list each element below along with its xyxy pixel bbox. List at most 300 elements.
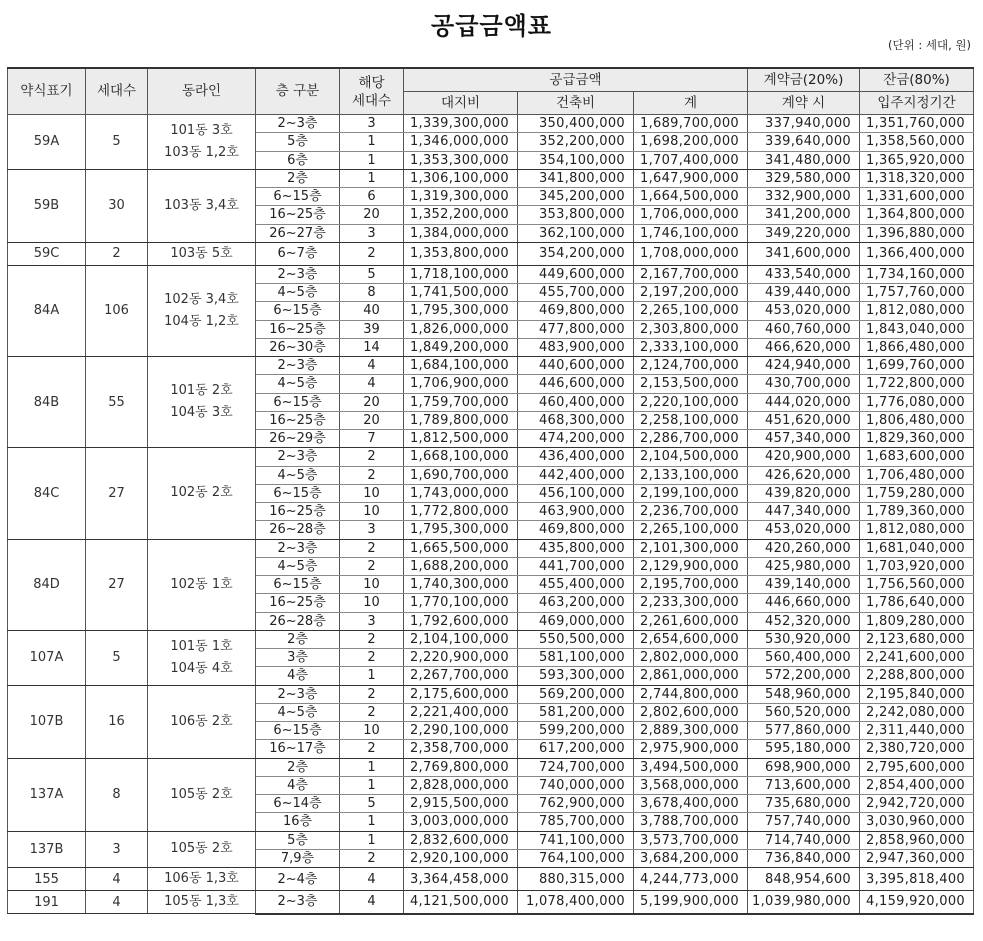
contract-cell: 757,740,000	[748, 813, 860, 831]
units-cell: 20	[340, 393, 404, 411]
building-line-text: 104동 3호	[170, 405, 233, 421]
total-cell: 1,664,500,000	[634, 188, 748, 206]
balance-cell: 1,866,480,000	[860, 338, 974, 356]
floor-cell: 26~28층	[256, 612, 340, 630]
building-line-text: 105동 2호	[170, 786, 233, 802]
floor-cell: 6~7층	[256, 242, 340, 265]
type-cell: 191	[8, 891, 86, 914]
total-cell: 1,647,900,000	[634, 169, 748, 187]
households-cell: 4	[86, 891, 148, 914]
land-cost-cell: 1,826,000,000	[404, 320, 518, 338]
land-cost-cell: 1,789,800,000	[404, 411, 518, 429]
header-building: 건축비	[518, 92, 634, 115]
contract-cell: 425,980,000	[748, 557, 860, 575]
balance-cell: 1,365,920,000	[860, 151, 974, 169]
land-cost-cell: 1,384,000,000	[404, 224, 518, 242]
total-cell: 2,197,200,000	[634, 284, 748, 302]
building-cost-cell: 469,800,000	[518, 302, 634, 320]
contract-cell: 452,320,000	[748, 612, 860, 630]
total-cell: 3,788,700,000	[634, 813, 748, 831]
balance-cell: 3,395,818,400	[860, 868, 974, 891]
table-row	[8, 448, 974, 466]
header-contract: 계약금(20%)	[748, 68, 860, 92]
units-cell: 2	[340, 242, 404, 265]
building-cost-cell: 354,200,000	[518, 242, 634, 265]
header-building-line: 동라인	[148, 68, 256, 115]
floor-cell: 16~25층	[256, 206, 340, 224]
contract-cell: 560,520,000	[748, 703, 860, 721]
contract-cell: 736,840,000	[748, 849, 860, 867]
contract-cell: 451,620,000	[748, 411, 860, 429]
land-cost-cell: 1,353,300,000	[404, 151, 518, 169]
land-cost-cell: 2,828,000,000	[404, 776, 518, 794]
building-cost-cell: 435,800,000	[518, 539, 634, 557]
units-cell: 10	[340, 503, 404, 521]
header-supply-amount: 공급금액	[404, 68, 748, 92]
floor-cell: 5층	[256, 831, 340, 849]
floor-cell: 2~3층	[256, 891, 340, 914]
building-cost-cell: 463,900,000	[518, 503, 634, 521]
total-cell: 2,286,700,000	[634, 430, 748, 448]
table-row	[8, 242, 974, 265]
units-cell: 20	[340, 206, 404, 224]
balance-cell: 1,757,760,000	[860, 284, 974, 302]
total-cell: 1,689,700,000	[634, 115, 748, 133]
total-cell: 2,195,700,000	[634, 576, 748, 594]
units-cell: 4	[340, 868, 404, 891]
households-cell: 8	[86, 758, 148, 831]
building-cost-cell: 469,000,000	[518, 612, 634, 630]
households-cell: 5	[86, 630, 148, 685]
building-cost-cell: 740,000,000	[518, 776, 634, 794]
units-cell: 2	[340, 630, 404, 648]
households-cell: 2	[86, 242, 148, 265]
balance-cell: 1,829,360,000	[860, 430, 974, 448]
contract-cell: 848,954,600	[748, 868, 860, 891]
contract-cell: 447,340,000	[748, 503, 860, 521]
building-line-text: 102동 1호	[170, 576, 233, 592]
building-cost-cell: 599,200,000	[518, 722, 634, 740]
floor-cell: 6~15층	[256, 484, 340, 502]
units-cell: 1	[340, 813, 404, 831]
balance-cell: 2,123,680,000	[860, 630, 974, 648]
floor-cell: 4~5층	[256, 557, 340, 575]
units-cell: 3	[340, 224, 404, 242]
units-cell: 6	[340, 188, 404, 206]
floor-cell: 6~15층	[256, 302, 340, 320]
balance-cell: 1,331,600,000	[860, 188, 974, 206]
floor-cell: 16~25층	[256, 411, 340, 429]
land-cost-cell: 1,718,100,000	[404, 265, 518, 283]
building-line-text: 103동 5호	[170, 245, 233, 261]
land-cost-cell: 1,792,600,000	[404, 612, 518, 630]
building-line-cell	[148, 539, 256, 630]
units-cell: 1	[340, 151, 404, 169]
balance-cell: 1,681,040,000	[860, 539, 974, 557]
balance-cell: 1,364,800,000	[860, 206, 974, 224]
type-cell: 59C	[8, 242, 86, 265]
contract-cell: 713,600,000	[748, 776, 860, 794]
floor-cell: 2~3층	[256, 357, 340, 375]
table-row	[8, 265, 974, 283]
building-line-text: 106동 2호	[170, 713, 233, 729]
type-cell: 84B	[8, 357, 86, 448]
balance-cell: 1,734,160,000	[860, 265, 974, 283]
building-cost-cell: 550,500,000	[518, 630, 634, 648]
land-cost-cell: 1,741,500,000	[404, 284, 518, 302]
units-cell: 1	[340, 776, 404, 794]
balance-cell: 1,703,920,000	[860, 557, 974, 575]
balance-cell: 2,854,400,000	[860, 776, 974, 794]
units-cell: 2	[340, 703, 404, 721]
households-cell: 5	[86, 115, 148, 170]
building-cost-cell: 446,600,000	[518, 375, 634, 393]
units-cell: 2	[340, 557, 404, 575]
header-balance-sub: 입주지정기간	[860, 92, 974, 115]
header-households: 세대수	[86, 68, 148, 115]
contract-cell: 735,680,000	[748, 795, 860, 813]
building-line-text: 101동 2호	[170, 383, 233, 399]
balance-cell: 3,030,960,000	[860, 813, 974, 831]
units-cell: 2	[340, 448, 404, 466]
building-line-text: 105동 2호	[170, 841, 233, 857]
type-cell: 59A	[8, 115, 86, 170]
floor-cell: 2층	[256, 758, 340, 776]
land-cost-cell: 1,665,500,000	[404, 539, 518, 557]
total-cell: 2,236,700,000	[634, 503, 748, 521]
land-cost-cell: 2,832,600,000	[404, 831, 518, 849]
land-cost-cell: 1,772,800,000	[404, 503, 518, 521]
building-line-text: 101동 1호	[170, 638, 233, 654]
land-cost-cell: 1,319,300,000	[404, 188, 518, 206]
land-cost-cell: 1,306,100,000	[404, 169, 518, 187]
total-cell: 1,707,400,000	[634, 151, 748, 169]
units-cell: 20	[340, 411, 404, 429]
total-cell: 2,802,600,000	[634, 703, 748, 721]
floor-cell: 7,9층	[256, 849, 340, 867]
units-cell: 8	[340, 284, 404, 302]
floor-cell: 2층	[256, 169, 340, 187]
households-cell: 4	[86, 868, 148, 891]
balance-cell: 1,683,600,000	[860, 448, 974, 466]
land-cost-cell: 1,759,700,000	[404, 393, 518, 411]
floor-cell: 5층	[256, 133, 340, 151]
households-cell: 16	[86, 685, 148, 758]
building-cost-cell: 350,400,000	[518, 115, 634, 133]
total-cell: 2,133,100,000	[634, 466, 748, 484]
total-cell: 2,303,800,000	[634, 320, 748, 338]
building-line-cell	[148, 265, 256, 356]
units-cell: 4	[340, 375, 404, 393]
floor-cell: 4층	[256, 667, 340, 685]
header-units	[340, 68, 404, 115]
header-type: 약식표기	[8, 68, 86, 115]
building-line-text: 104동 4호	[170, 660, 233, 676]
contract-cell: 426,620,000	[748, 466, 860, 484]
building-cost-cell: 880,315,000	[518, 868, 634, 891]
balance-cell: 1,722,800,000	[860, 375, 974, 393]
balance-cell: 2,242,080,000	[860, 703, 974, 721]
building-cost-cell: 456,100,000	[518, 484, 634, 502]
contract-cell: 572,200,000	[748, 667, 860, 685]
floor-cell: 16~25층	[256, 503, 340, 521]
floor-cell: 2~3층	[256, 448, 340, 466]
contract-cell: 453,020,000	[748, 302, 860, 320]
contract-cell: 433,540,000	[748, 265, 860, 283]
floor-cell: 2~3층	[256, 539, 340, 557]
table-row	[8, 685, 974, 703]
building-cost-cell: 442,400,000	[518, 466, 634, 484]
balance-cell: 1,366,400,000	[860, 242, 974, 265]
land-cost-cell: 1,353,800,000	[404, 242, 518, 265]
floor-cell: 6~15층	[256, 393, 340, 411]
land-cost-cell: 1,684,100,000	[404, 357, 518, 375]
building-cost-cell: 724,700,000	[518, 758, 634, 776]
contract-cell: 446,660,000	[748, 594, 860, 612]
balance-cell: 1,699,760,000	[860, 357, 974, 375]
floor-cell: 4~5층	[256, 703, 340, 721]
units-cell: 10	[340, 484, 404, 502]
floor-cell: 2~3층	[256, 685, 340, 703]
balance-cell: 1,809,280,000	[860, 612, 974, 630]
contract-cell: 466,620,000	[748, 338, 860, 356]
units-cell: 2	[340, 740, 404, 758]
land-cost-cell: 1,352,200,000	[404, 206, 518, 224]
units-cell: 3	[340, 521, 404, 539]
contract-cell: 560,400,000	[748, 649, 860, 667]
total-cell: 2,199,100,000	[634, 484, 748, 502]
total-cell: 2,220,100,000	[634, 393, 748, 411]
total-cell: 2,744,800,000	[634, 685, 748, 703]
building-cost-cell: 569,200,000	[518, 685, 634, 703]
header-units-line2: 세대수	[351, 92, 392, 109]
table-row	[8, 868, 974, 891]
total-cell: 1,698,200,000	[634, 133, 748, 151]
land-cost-cell: 1,770,100,000	[404, 594, 518, 612]
balance-cell: 1,812,080,000	[860, 521, 974, 539]
total-cell: 2,861,000,000	[634, 667, 748, 685]
contract-cell: 420,900,000	[748, 448, 860, 466]
floor-cell: 26~28층	[256, 521, 340, 539]
balance-cell: 1,806,480,000	[860, 411, 974, 429]
building-line-cell	[148, 868, 256, 891]
total-cell: 2,333,100,000	[634, 338, 748, 356]
balance-cell: 1,789,360,000	[860, 503, 974, 521]
building-cost-cell: 436,400,000	[518, 448, 634, 466]
units-cell: 3	[340, 612, 404, 630]
balance-cell: 2,195,840,000	[860, 685, 974, 703]
building-line-text: 101동 3호	[170, 122, 233, 138]
total-cell: 1,708,000,000	[634, 242, 748, 265]
floor-cell: 16층	[256, 813, 340, 831]
balance-cell: 1,706,480,000	[860, 466, 974, 484]
units-cell: 1	[340, 831, 404, 849]
units-cell: 2	[340, 539, 404, 557]
land-cost-cell: 2,358,700,000	[404, 740, 518, 758]
total-cell: 4,244,773,000	[634, 868, 748, 891]
land-cost-cell: 1,339,300,000	[404, 115, 518, 133]
units-cell: 5	[340, 265, 404, 283]
balance-cell: 1,351,760,000	[860, 115, 974, 133]
building-cost-cell: 455,400,000	[518, 576, 634, 594]
building-line-cell	[148, 831, 256, 868]
land-cost-cell: 3,364,458,000	[404, 868, 518, 891]
land-cost-cell: 1,812,500,000	[404, 430, 518, 448]
building-cost-cell: 352,200,000	[518, 133, 634, 151]
floor-cell: 6~15층	[256, 576, 340, 594]
contract-cell: 548,960,000	[748, 685, 860, 703]
balance-cell: 1,756,560,000	[860, 576, 974, 594]
building-cost-cell: 449,600,000	[518, 265, 634, 283]
building-line-cell	[148, 115, 256, 170]
building-line-text: 102동 3,4호	[164, 291, 239, 307]
units-cell: 1	[340, 667, 404, 685]
land-cost-cell: 2,175,600,000	[404, 685, 518, 703]
land-cost-cell: 2,220,900,000	[404, 649, 518, 667]
units-cell: 1	[340, 133, 404, 151]
land-cost-cell: 2,267,700,000	[404, 667, 518, 685]
contract-cell: 341,480,000	[748, 151, 860, 169]
total-cell: 2,124,700,000	[634, 357, 748, 375]
contract-cell: 332,900,000	[748, 188, 860, 206]
type-cell: 155	[8, 868, 86, 891]
table-row	[8, 357, 974, 375]
total-cell: 2,101,300,000	[634, 539, 748, 557]
total-cell: 2,258,100,000	[634, 411, 748, 429]
land-cost-cell: 2,104,100,000	[404, 630, 518, 648]
building-cost-cell: 581,100,000	[518, 649, 634, 667]
floor-cell: 26~29층	[256, 430, 340, 448]
building-cost-cell: 455,700,000	[518, 284, 634, 302]
building-line-text: 104동 1,2호	[164, 313, 239, 329]
contract-cell: 424,940,000	[748, 357, 860, 375]
type-cell: 137A	[8, 758, 86, 831]
contract-cell: 457,340,000	[748, 430, 860, 448]
table-row	[8, 630, 974, 648]
balance-cell: 1,358,560,000	[860, 133, 974, 151]
building-line-cell	[148, 448, 256, 539]
contract-cell: 439,440,000	[748, 284, 860, 302]
contract-cell: 439,820,000	[748, 484, 860, 502]
floor-cell: 6~14층	[256, 795, 340, 813]
header-total: 계	[634, 92, 748, 115]
contract-cell: 1,039,980,000	[748, 891, 860, 914]
balance-cell: 1,843,040,000	[860, 320, 974, 338]
land-cost-cell: 2,290,100,000	[404, 722, 518, 740]
page-title: 공급금액표	[431, 12, 552, 40]
units-cell: 10	[340, 722, 404, 740]
floor-cell: 26~27층	[256, 224, 340, 242]
building-cost-cell: 362,100,000	[518, 224, 634, 242]
land-cost-cell: 4,121,500,000	[404, 891, 518, 914]
header-floor: 층 구분	[256, 68, 340, 115]
land-cost-cell: 1,743,000,000	[404, 484, 518, 502]
building-line-cell	[148, 242, 256, 265]
contract-cell: 341,200,000	[748, 206, 860, 224]
header-contract-sub: 계약 시	[748, 92, 860, 115]
total-cell: 2,889,300,000	[634, 722, 748, 740]
balance-cell: 2,380,720,000	[860, 740, 974, 758]
land-cost-cell: 1,795,300,000	[404, 521, 518, 539]
land-cost-cell: 2,769,800,000	[404, 758, 518, 776]
contract-cell: 714,740,000	[748, 831, 860, 849]
building-cost-cell: 764,100,000	[518, 849, 634, 867]
contract-cell: 339,640,000	[748, 133, 860, 151]
balance-cell: 2,858,960,000	[860, 831, 974, 849]
total-cell: 2,167,700,000	[634, 265, 748, 283]
balance-cell: 1,396,880,000	[860, 224, 974, 242]
balance-cell: 2,311,440,000	[860, 722, 974, 740]
units-cell: 2	[340, 466, 404, 484]
building-cost-cell: 617,200,000	[518, 740, 634, 758]
land-cost-cell: 2,920,100,000	[404, 849, 518, 867]
households-cell: 55	[86, 357, 148, 448]
units-cell: 7	[340, 430, 404, 448]
floor-cell: 4~5층	[256, 466, 340, 484]
type-cell: 84D	[8, 539, 86, 630]
balance-cell: 2,942,720,000	[860, 795, 974, 813]
building-line-text: 103동 3,4호	[164, 197, 239, 213]
land-cost-cell: 1,706,900,000	[404, 375, 518, 393]
units-cell: 10	[340, 576, 404, 594]
floor-cell: 3층	[256, 649, 340, 667]
building-line-text: 103동 1,2호	[164, 144, 239, 160]
contract-cell: 530,920,000	[748, 630, 860, 648]
header-units-line1: 해당	[358, 74, 385, 91]
floor-cell: 2~4층	[256, 868, 340, 891]
floor-cell: 6~15층	[256, 188, 340, 206]
units-cell: 2	[340, 649, 404, 667]
balance-cell: 1,786,640,000	[860, 594, 974, 612]
balance-cell: 1,812,080,000	[860, 302, 974, 320]
balance-cell: 2,241,600,000	[860, 649, 974, 667]
total-cell: 2,129,900,000	[634, 557, 748, 575]
contract-cell: 460,760,000	[748, 320, 860, 338]
building-cost-cell: 483,900,000	[518, 338, 634, 356]
building-cost-cell: 1,078,400,000	[518, 891, 634, 914]
balance-cell: 2,288,800,000	[860, 667, 974, 685]
units-cell: 4	[340, 357, 404, 375]
type-cell: 84A	[8, 265, 86, 356]
building-cost-cell: 441,700,000	[518, 557, 634, 575]
building-cost-cell: 474,200,000	[518, 430, 634, 448]
building-line-cell	[148, 758, 256, 831]
units-cell: 10	[340, 594, 404, 612]
type-cell: 84C	[8, 448, 86, 539]
table-row	[8, 758, 974, 776]
balance-cell: 2,795,600,000	[860, 758, 974, 776]
floor-cell: 4~5층	[256, 375, 340, 393]
land-cost-cell: 1,740,300,000	[404, 576, 518, 594]
building-cost-cell: 345,200,000	[518, 188, 634, 206]
building-cost-cell: 477,800,000	[518, 320, 634, 338]
total-cell: 3,494,500,000	[634, 758, 748, 776]
balance-cell: 1,776,080,000	[860, 393, 974, 411]
units-cell: 2	[340, 849, 404, 867]
total-cell: 2,265,100,000	[634, 521, 748, 539]
land-cost-cell: 1,690,700,000	[404, 466, 518, 484]
contract-cell: 444,020,000	[748, 393, 860, 411]
total-cell: 3,568,000,000	[634, 776, 748, 794]
land-cost-cell: 2,915,500,000	[404, 795, 518, 813]
contract-cell: 341,600,000	[748, 242, 860, 265]
table-row	[8, 169, 974, 187]
building-cost-cell: 762,900,000	[518, 795, 634, 813]
total-cell: 2,104,500,000	[634, 448, 748, 466]
land-cost-cell: 1,668,100,000	[404, 448, 518, 466]
building-cost-cell: 463,200,000	[518, 594, 634, 612]
table-row	[8, 115, 974, 133]
